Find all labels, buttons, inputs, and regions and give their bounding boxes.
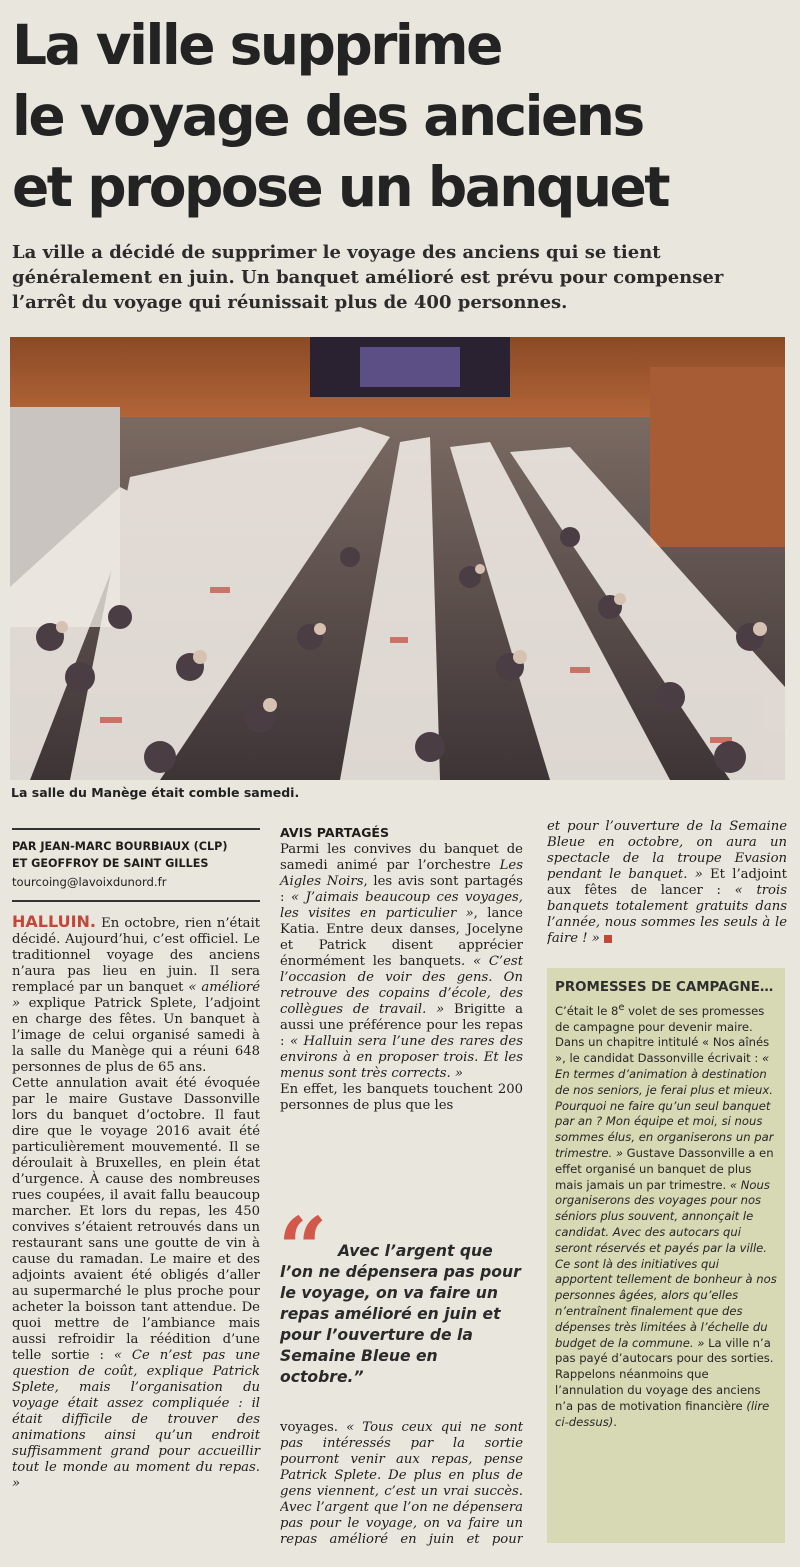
text-run-italic: « Halluin sera l’une des rares des environs à en proposer trois. Et les menus sont très corrects. » xyxy=(280,1034,524,1081)
pull-quote-text: Avec l’argent que l’on ne dépensera pas pour le voyage, on va faire un repas amélioré en juin et pour l’ouverture de la Semaine Bleue en octobre.” xyxy=(280,1242,521,1386)
sidebar-body xyxy=(555,1000,777,1430)
quote-mark-icon: “ xyxy=(278,1199,328,1300)
text-run-italic: « C’est l’occasion de voir des gens. On retrouve des copains d’école, des collègues de travail. » xyxy=(280,954,523,1017)
text-run: Parmi les convives du banquet de samedi animé par l’orchestre xyxy=(280,842,523,873)
headline-line-1: La ville supprime xyxy=(12,13,501,77)
continuation-flow xyxy=(547,819,787,947)
byline-email: tourcoing@lavoixdunord.fr xyxy=(12,875,167,889)
text-run: La ville n’a pas payé d’autocars pour des sorties. Rappelons néanmoins que l’annulation du voyage des anciens n’a pas de motivation financière xyxy=(555,1335,774,1413)
text-run-sup: e xyxy=(618,1002,625,1013)
byline-rule xyxy=(12,828,260,830)
banquet-hall-photo xyxy=(10,337,785,780)
text-run-italic: « En termes d’animation à destination de nos seniors, je ferai plus et mieux. Pourquoi ne faire qu’un seul banquet par an ? Mon équipe et moi, si nous sommes élus, en organiserons un par trimestre. » xyxy=(555,1051,774,1161)
text-run-italic: « Tous ceux qui ne sont pas intéressés par la sortie pourront venir aux repas, pense Patrick Splete. De plus en plus de gens viennent, c’est un vrai succès. Avec l’argent que l’on ne dépensera pas pour le voyage, on va faire un repas amélioré en juin et pour xyxy=(280,1420,523,1547)
article-paragraph-5-continued xyxy=(547,819,787,947)
text-run: Gustave Dassonville a en effet organisé un banquet de plus mais jamais un par trimestre. xyxy=(555,1146,774,1192)
article-paragraph-4: En effet, les banquets touchent 200 personnes de plus que les xyxy=(280,1082,523,1113)
text-run-italic: « Nous organiserons des voyages pour nos séniors plus souvent, annonçait le candidat. Avec des autocars qui seront réservés et payés par la ville. Ce sont là des initiatives qui apportent tellement de bonheur à nos personnes âgées, alors qu’elles n’entraînent finalement que des dépenses très limitées à l’échelle du budget de la commune. » xyxy=(555,1177,777,1350)
sidebar-promesses xyxy=(547,968,785,1543)
article-column-2-continued xyxy=(280,1420,523,1548)
byline-author-2: ET GEOFFROY DE SAINT GILLES xyxy=(12,857,209,870)
dateline-kicker: HALLUIN. xyxy=(12,912,97,931)
text-run-italic: « trois banquets totalement gratuits dans l’année, nous sommes les seuls à le faire ! » xyxy=(547,883,787,946)
article-paragraph-3 xyxy=(280,842,523,1082)
article-column-2 xyxy=(280,819,523,1114)
headline xyxy=(12,10,782,223)
headline-line-3: et propose un banquet xyxy=(12,155,669,219)
text-run: C’était le 8 xyxy=(555,1003,619,1018)
text-run: , lance Katia. Entre deux danses, Jocelyne et Patrick disent apprécier énormément les banquets. xyxy=(280,906,523,969)
text-run-italic: « amélioré » xyxy=(12,980,260,1011)
text-run-italic: « Ce n’est pas une question de coût, explique Patrick Splete, mais l’organisation du voyage était assez compliquée : il était difficile de trouver des animations ainsi qu’un endroit suffisamment grand pour accueillir tout le monde au moment du repas. » xyxy=(12,1348,260,1491)
banquet-hall-illustration xyxy=(10,337,785,780)
text-run: Et l’adjoint aux fêtes de lancer : xyxy=(547,867,787,898)
headline-line-2: le voyage des anciens xyxy=(12,84,643,148)
article-column-1 xyxy=(12,824,260,1492)
end-of-article-icon xyxy=(604,935,612,943)
text-run-italic: « J’aimais beaucoup ces voyages, les visites en particulier » xyxy=(280,890,523,921)
subhead-avis-partages: AVIS PARTAGÉS xyxy=(280,825,390,840)
text-run: explique Patrick Splete, l’adjoint en charge des fêtes. Un banquet à l’image de celui organisé samedi à la salle du Manège qui a réuni 648 personnes de plus de 65 ans. xyxy=(12,996,260,1075)
text-run: En octobre, rien n’était décidé. Aujourd’hui, c’est officiel. Le traditionnel voyage des anciens n’aura pas lieu en juin. Il sera remplacé par un banquet xyxy=(12,916,260,995)
text-run: volet de ses promesses de campagne pour devenir maire. Dans un chapitre intitulé « Nos aînés », le candidat Dassonville écrivait : xyxy=(555,1003,770,1066)
photo-caption: La salle du Manège était comble samedi. xyxy=(11,785,300,800)
text-run: Brigitte a aussi une préférence pour les repas : xyxy=(280,1002,523,1049)
article-paragraph-2 xyxy=(12,1076,260,1492)
text-run: . xyxy=(613,1414,617,1429)
pull-quote xyxy=(278,1199,525,1388)
sidebar-title: PROMESSES DE CAMPAGNE… xyxy=(555,980,774,995)
text-run: Cette annulation avait été évoquée par le maire Gustave Dassonville lors du banquet d’octobre. Il faut dire que le voyage 2016 avait été particulièrement mouvementé. Il se déroulait à Bruxelles, en plein état d’urgence. À cause des nombreuses rues coupées, il avait fallu beaucoup marcher. Et lors du repas, les 450 convives s’étaient retrouvés dans un restaurant sans une goutte de vin à cause du ramadan. Le maire et des adjoints avaient été obligés d’aller au supermarché le plus proche pour acheter la boisson tant attendue. De quoi mettre de l’ambiance mais aussi refroidir la réédition d’une telle sortie : xyxy=(12,1076,260,1363)
text-run: , les avis sont partagés : xyxy=(280,874,523,905)
byline-separator xyxy=(12,900,260,902)
text-run-italic: (lire ci-dessus) xyxy=(555,1398,770,1429)
text-run: voyages. xyxy=(280,1420,347,1435)
byline-author-1: PAR JEAN-MARC BOURBIAUX (CLP) xyxy=(12,840,228,853)
article-paragraph-1 xyxy=(12,914,260,1076)
lede: La ville a décidé de supprimer le voyage des anciens qui se tient généralement en juin. Un banquet amélioré est prévu pour compenser l’arrêt du voyage qui réunissait plus de 400 personnes. xyxy=(12,242,724,313)
text-run-italic: et pour l’ouverture de la Semaine Bleue en octobre, on aura un spectacle de la troupe Evasion pendant le banquet. » xyxy=(547,819,787,882)
text-run-italic: Les Aigles Noirs xyxy=(280,858,523,889)
article-paragraph-5 xyxy=(280,1420,523,1548)
